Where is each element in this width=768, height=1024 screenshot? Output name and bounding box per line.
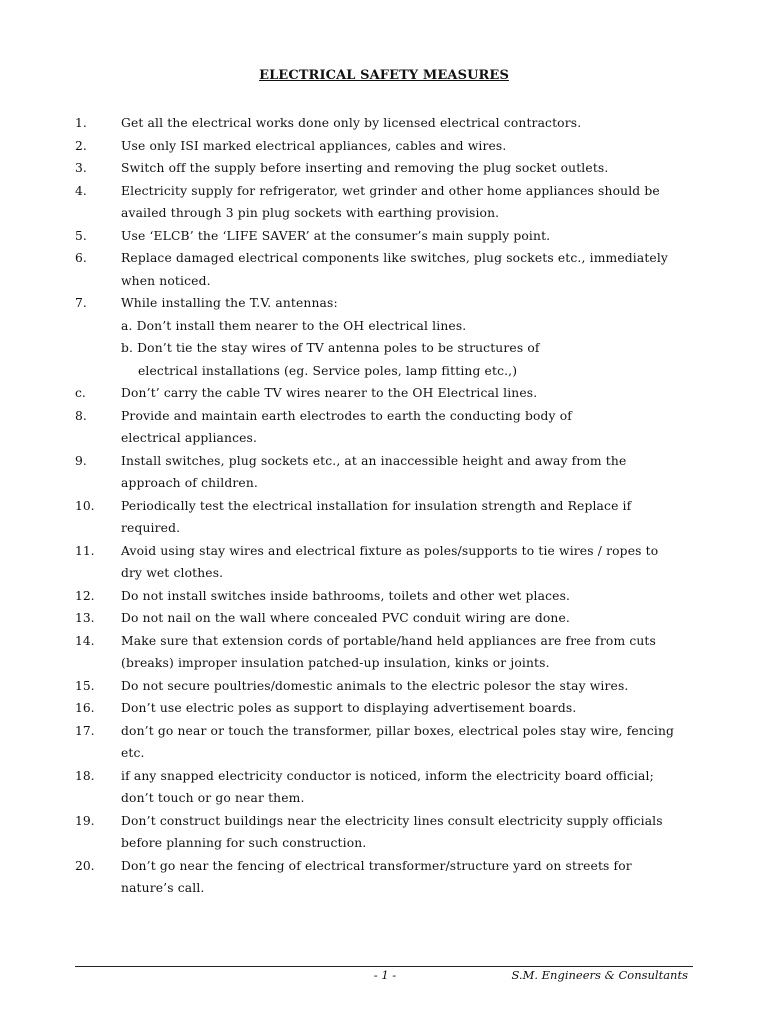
list-item-text: Switch off the supply before inserting and removing the plug socket outlets. — [121, 161, 609, 175]
list-item-text: nature’s call. — [121, 881, 205, 895]
list-item-number: 3. — [75, 161, 87, 175]
list-item-text: electrical appliances. — [121, 431, 258, 445]
list-item-text: before planning for such construction. — [121, 836, 367, 850]
list-item-text: when noticed. — [121, 273, 211, 288]
list-item-number: 4. — [75, 183, 87, 198]
list-item-text: Make sure that extension cords of portable/hand held appliances are free from cuts — [121, 633, 656, 648]
list-item-text: don’t touch or go near them. — [121, 791, 305, 805]
list-item-text: While installing the T.V. antennas: — [121, 296, 338, 310]
list-item-number: 6. — [75, 251, 87, 265]
list-item-number: 13. — [75, 611, 95, 625]
list-item-number: 14. — [75, 633, 95, 648]
list-item-text: Do not install switches inside bathrooms, toilets and other wet places. — [121, 588, 571, 603]
list-item-number: 5. — [75, 228, 87, 243]
list-item-text: Use ‘ELCB’ the ‘LIFE SAVER’ at the consumer’s main supply point. — [121, 228, 551, 243]
list-item-text: dry wet clothes. — [121, 566, 224, 580]
list-item-text: Provide and maintain earth electrodes to earth the conducting body of — [121, 408, 572, 423]
list-item-text: etc. — [121, 746, 145, 760]
page-title: ELECTRICAL SAFETY MEASURES — [259, 68, 509, 83]
list-item-text: Don’t use electric poles as support to displaying advertisement boards. — [121, 701, 577, 715]
footer-page-number: - 1 - — [373, 968, 397, 982]
footer-company-name: S.M. Engineers & Consultants — [511, 968, 688, 982]
list-item-text: Get all the electrical works done only by licensed electrical contractors. — [121, 116, 582, 130]
list-item-text: Do not nail on the wall where concealed PVC conduit wiring are done. — [121, 611, 570, 625]
list-item-number: c. — [75, 386, 86, 400]
list-item-number: 1. — [75, 116, 87, 130]
list-item-number: 15. — [75, 678, 95, 693]
list-item-text: a. Don’t install them nearer to the OH electrical lines. — [121, 318, 467, 333]
list-item-text: electrical installations (eg. Service poles, lamp fitting etc.,) — [138, 363, 518, 378]
list-item-text: Electricity supply for refrigerator, wet grinder and other home appliances should be — [121, 183, 660, 198]
list-item-number: 20. — [75, 858, 95, 873]
list-item-number: 12. — [75, 588, 95, 603]
list-item-number: 19. — [75, 813, 95, 828]
list-item-number: 2. — [75, 138, 87, 153]
list-item-text: Don’t construct buildings near the electricity lines consult electricity supply officials — [121, 813, 663, 828]
list-item-number: 7. — [75, 296, 87, 310]
list-item-number: 18. — [75, 768, 95, 783]
list-item-text: don’t go near or touch the transformer, pillar boxes, electrical poles stay wire, fencing — [121, 723, 675, 738]
list-item-text: Don’t go near the fencing of electrical transformer/structure yard on streets for — [121, 858, 632, 873]
list-item-text: Install switches, plug sockets etc., at an inaccessible height and away from the — [121, 453, 627, 468]
list-item-text: Don’t’ carry the cable TV wires nearer to the OH Electrical lines. — [121, 386, 538, 400]
list-item-text: Replace damaged electrical components like switches, plug sockets etc., immediately — [121, 251, 669, 265]
list-item-text: if any snapped electricity conductor is noticed, inform the electricity board official; — [121, 768, 654, 783]
list-item-number: 17. — [75, 723, 95, 738]
list-item-text: Avoid using stay wires and electrical fixture as poles/supports to tie wires / ropes to — [121, 543, 659, 558]
list-item-text: Periodically test the electrical installation for insulation strength and Replace if — [121, 498, 632, 513]
list-item-number: 9. — [75, 453, 87, 468]
list-item-text: availed through 3 pin plug sockets with earthing provision. — [121, 206, 500, 220]
list-item-text: approach of children. — [121, 476, 258, 490]
list-item-text: Use only ISI marked electrical appliances, cables and wires. — [121, 138, 507, 153]
list-item-text: b. Don’t tie the stay wires of TV antenna poles to be structures of — [121, 341, 540, 355]
list-item-text: (breaks) improper insulation patched-up insulation, kinks or joints. — [121, 656, 550, 670]
list-item-number: 10. — [75, 498, 95, 513]
list-item-text: Do not secure poultries/domestic animals to the electric polesor the stay wires. — [121, 678, 629, 693]
list-item-number: 8. — [75, 408, 87, 423]
list-item-number: 16. — [75, 701, 95, 715]
list-item-text: required. — [121, 521, 181, 535]
list-item-number: 11. — [75, 543, 95, 558]
